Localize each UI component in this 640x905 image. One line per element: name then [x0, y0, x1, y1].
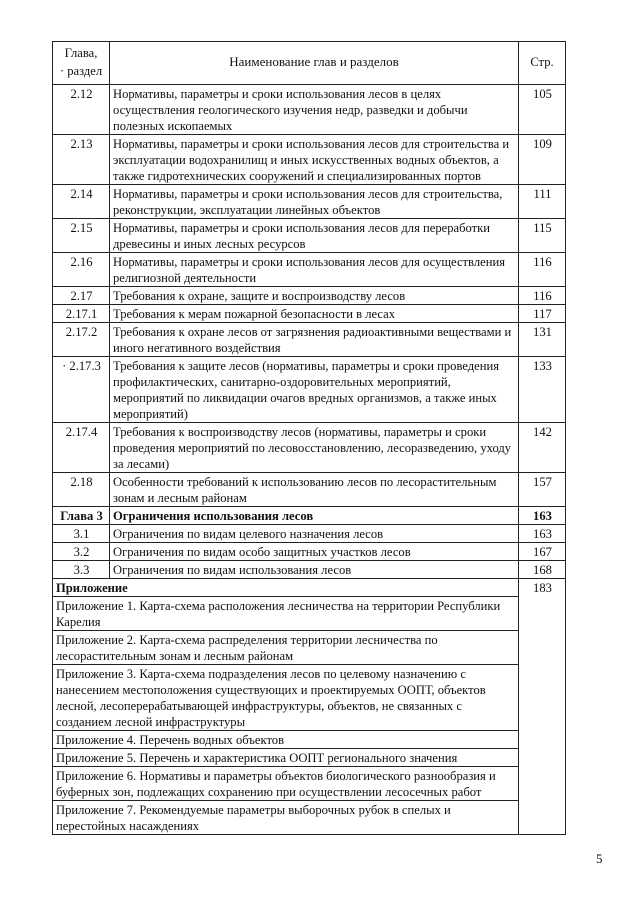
toc-row-page: 109: [519, 135, 566, 185]
toc-row-number: 2.17: [53, 287, 110, 305]
toc-row-page: 163: [519, 525, 566, 543]
toc-row-title: Требования к воспроизводству лесов (нормативы, параметры и сроки проведения мероприятий по лесовосстановлению, лесоразведению, уходу за лесами): [110, 423, 519, 473]
toc-row: [53, 305, 566, 323]
toc-row: [53, 253, 566, 287]
toc-row-page: 115: [519, 219, 566, 253]
appendix-heading: Приложение: [53, 579, 519, 597]
toc-row-page: 157: [519, 473, 566, 507]
toc-row-number: 3.3: [53, 561, 110, 579]
appendix-heading-row: [53, 579, 566, 597]
toc-row-number: 2.16: [53, 253, 110, 287]
toc-row-page: 111: [519, 185, 566, 219]
toc-row-number: 2.17.4: [53, 423, 110, 473]
toc-row-page: 142: [519, 423, 566, 473]
appendix-row: [53, 749, 566, 767]
toc-row-title: Ограничения по видам целевого назначения лесов: [110, 525, 519, 543]
appendix-row: [53, 731, 566, 749]
toc-row: [53, 219, 566, 253]
appendix-row: [53, 597, 566, 631]
toc-row-title: Нормативы, параметры и сроки использования лесов для осуществления религиозной деятельности: [110, 253, 519, 287]
toc-row-title: Нормативы, параметры и сроки использования лесов для переработки древесины и иных лесных ресурсов: [110, 219, 519, 253]
toc-row-title: Нормативы, параметры и сроки использования лесов для строительства, реконструкции, эксплуатации линейных объектов: [110, 185, 519, 219]
appendix-row: [53, 631, 566, 665]
toc-row: [53, 507, 566, 525]
toc-row-page: 105: [519, 85, 566, 135]
toc-row-title: Требования к охране лесов от загрязнения радиоактивными веществами и иного негативного воздействия: [110, 323, 519, 357]
toc-row-page: 163: [519, 507, 566, 525]
toc-row-title: Требования к охране, защите и воспроизводству лесов: [110, 287, 519, 305]
toc-row: [53, 323, 566, 357]
toc-row-number: 2.17.1: [53, 305, 110, 323]
toc-row-number: 2.18: [53, 473, 110, 507]
toc-row: [53, 423, 566, 473]
appendix-item: Приложение 7. Рекомендуемые параметры выборочных рубок в спелых и перестойных насаждениях: [53, 801, 519, 835]
appendix-page: 183: [519, 579, 566, 835]
appendix-item: Приложение 5. Перечень и характеристика ООПТ регионального значения: [53, 749, 519, 767]
page-number: 5: [596, 851, 603, 866]
toc-table: [52, 41, 566, 835]
appendix-item: Приложение 2. Карта-схема распределения территории лесничества по лесорастительным зонам и лесным районам: [53, 631, 519, 665]
toc-row-page: 117: [519, 305, 566, 323]
toc-row-title: Ограничения использования лесов: [110, 507, 519, 525]
toc-header-row: [53, 42, 566, 85]
toc-row-number: 2.13: [53, 135, 110, 185]
toc-row: [53, 525, 566, 543]
header-title: Наименование глав и разделов: [110, 42, 519, 85]
toc-row: [53, 135, 566, 185]
appendix-row: [53, 801, 566, 835]
toc-row-title: Ограничения по видам особо защитных участков лесов: [110, 543, 519, 561]
appendix-row: [53, 665, 566, 731]
toc-row-title: Требования к защите лесов (нормативы, параметры и сроки проведения профилактических, санитарно-оздоровительных мероприятий, мероприятий по ликвидации очагов вредных организмов, а также иных мероприятий): [110, 357, 519, 423]
appendix-item: Приложение 6. Нормативы и параметры объектов биологического разнообразия и буферных зон, подлежащих сохранению при осуществлении лесосечных работ: [53, 767, 519, 801]
toc-row-number: 3.2: [53, 543, 110, 561]
toc-row-title: Нормативы, параметры и сроки использования лесов в целях осуществления геологического изучения недр, разведки и добычи полезных ископаемых: [110, 85, 519, 135]
toc-row-page: 133: [519, 357, 566, 423]
toc-row: [53, 561, 566, 579]
toc-row-page: 167: [519, 543, 566, 561]
toc-row: [53, 357, 566, 423]
toc-row-title: Особенности требований к использованию лесов по лесорастительным зонам и лесным районам: [110, 473, 519, 507]
toc-row: [53, 185, 566, 219]
toc-row: [53, 287, 566, 305]
toc-row-page: 131: [519, 323, 566, 357]
toc-row-number: 2.17.2: [53, 323, 110, 357]
toc-row: [53, 543, 566, 561]
toc-row-title: Требования к мерам пожарной безопасности в лесах: [110, 305, 519, 323]
toc-row-number: 2.12: [53, 85, 110, 135]
toc-row-page: 116: [519, 287, 566, 305]
toc-row-page: 168: [519, 561, 566, 579]
header-chapter: Глава, · раздел: [53, 42, 110, 85]
toc-row-number: 3.1: [53, 525, 110, 543]
toc-row-page: 116: [519, 253, 566, 287]
toc-row-number: · 2.17.3: [53, 357, 110, 423]
toc-row-number: Глава 3: [53, 507, 110, 525]
appendix-item: Приложение 3. Карта-схема подразделения лесов по целевому назначению с нанесением местоположения существующих и проектируемых ООПТ, объектов лесной, лесоперерабатывающей инфраструктуры, объектов, не связанных с созданием лесной инфраструктуры: [53, 665, 519, 731]
appendix-row: [53, 767, 566, 801]
toc-row-title: Нормативы, параметры и сроки использования лесов для строительства и эксплуатации водохранилищ и иных искусственных водных объектов, а также гидротехнических сооружений и специализированных портов: [110, 135, 519, 185]
toc-row: [53, 473, 566, 507]
appendix-item: Приложение 1. Карта-схема расположения лесничества на территории Республики Карелия: [53, 597, 519, 631]
toc-row-number: 2.14: [53, 185, 110, 219]
toc-row: [53, 85, 566, 135]
toc-row-number: 2.15: [53, 219, 110, 253]
appendix-item: Приложение 4. Перечень водных объектов: [53, 731, 519, 749]
toc-row-title: Ограничения по видам использования лесов: [110, 561, 519, 579]
header-page: Стр.: [519, 42, 566, 85]
